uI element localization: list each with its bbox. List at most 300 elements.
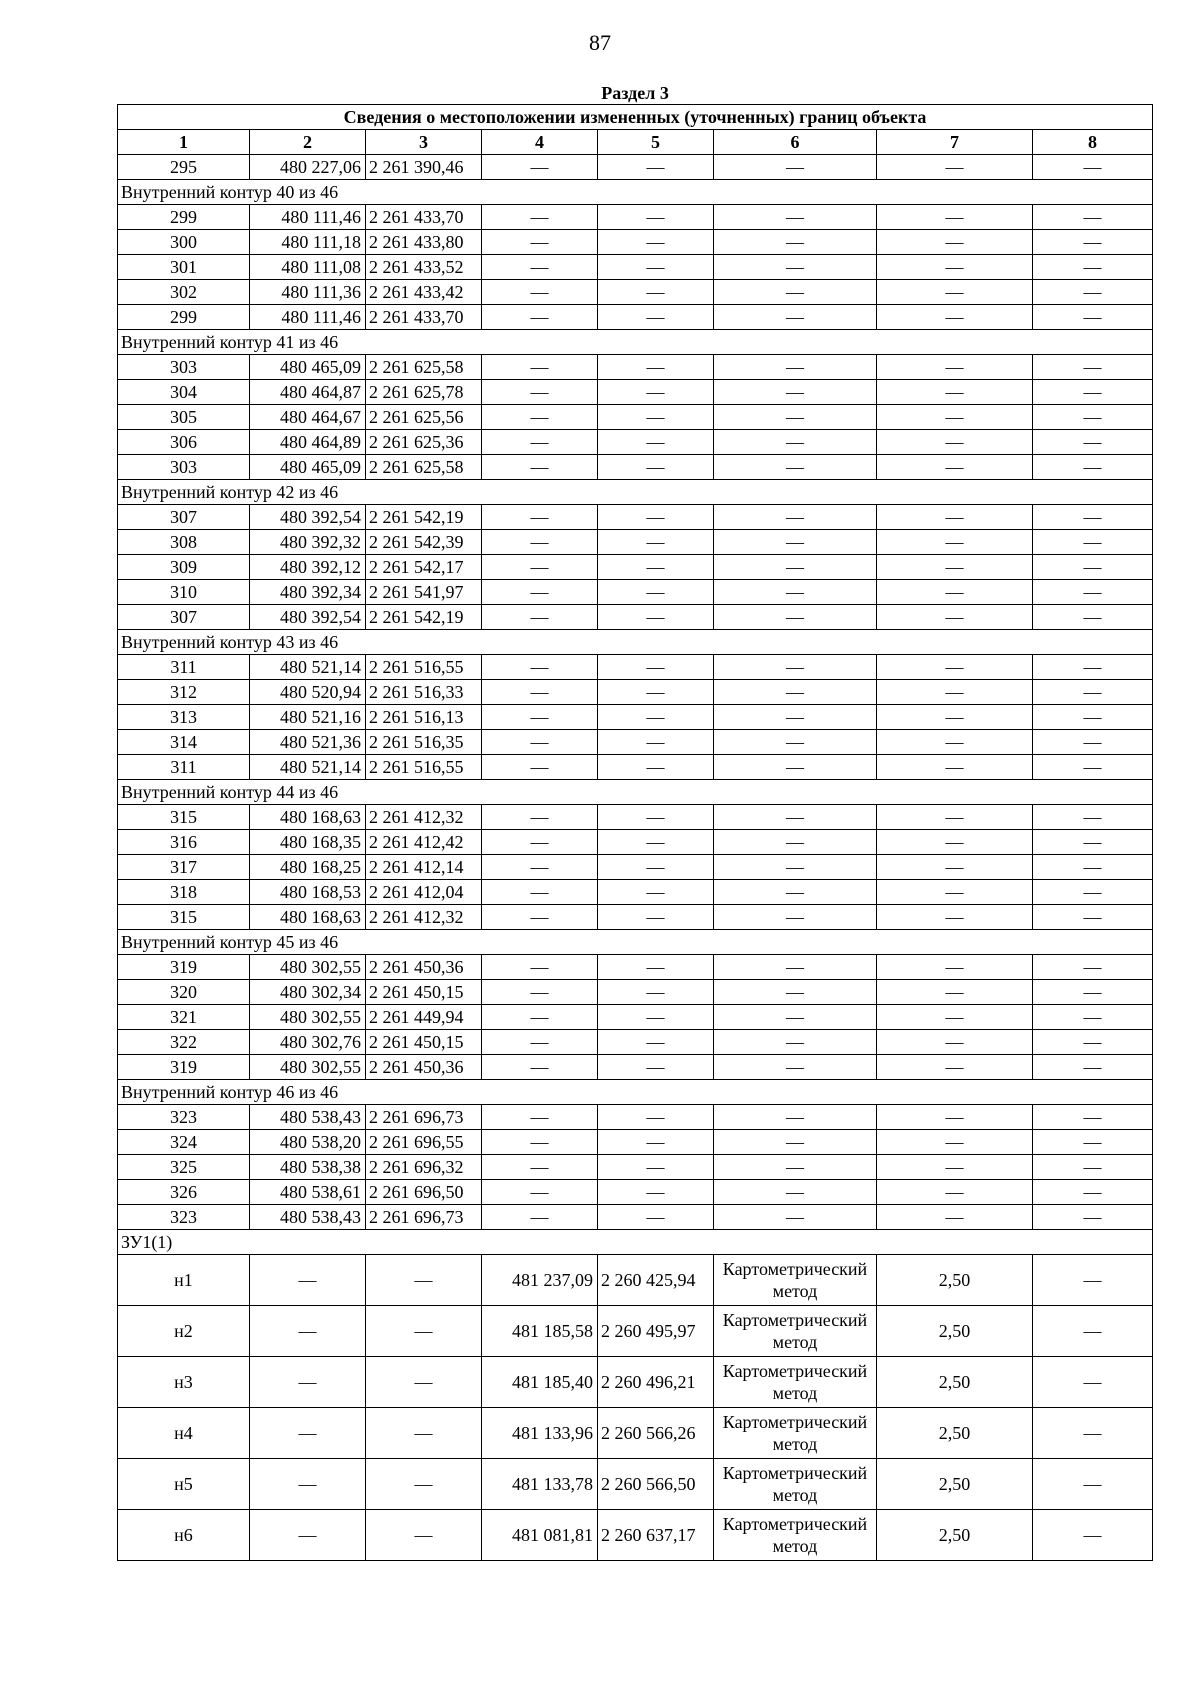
empty-dash: — (598, 205, 714, 230)
table-row (118, 455, 1153, 480)
empty-dash: — (598, 430, 714, 455)
empty-dash: — (1033, 1180, 1153, 1205)
coordinate-x: 480 538,20 (250, 1130, 366, 1155)
coordinate-y: 2 261 450,15 (366, 980, 482, 1005)
coordinate-x: 480 392,12 (250, 555, 366, 580)
coordinate-y: 2 261 516,55 (366, 755, 482, 780)
contour-header-row (118, 1080, 1153, 1105)
table-row (118, 155, 1153, 180)
empty-dash: — (714, 255, 877, 280)
empty-dash: — (482, 155, 598, 180)
contour-header-row (118, 930, 1153, 955)
point-number: 319 (118, 1055, 250, 1080)
coordinate-x: 480 392,54 (250, 605, 366, 630)
empty-dash: — (598, 705, 714, 730)
table-row (118, 530, 1153, 555)
coordinate-y: 2 261 516,35 (366, 730, 482, 755)
new-coordinate-x: 481 237,09 (482, 1255, 598, 1306)
new-coordinate-x: 481 185,40 (482, 1357, 598, 1408)
new-coordinate-x: 481 185,58 (482, 1306, 598, 1357)
table-row (118, 680, 1153, 705)
empty-dash: — (714, 530, 877, 555)
empty-dash: — (1033, 1205, 1153, 1230)
point-number: н4 (118, 1408, 250, 1459)
coordinate-y: 2 261 696,73 (366, 1105, 482, 1130)
empty-dash: — (877, 830, 1033, 855)
determination-method: Картометрический метод (714, 1510, 877, 1561)
empty-dash: — (1033, 680, 1153, 705)
empty-dash: — (482, 1105, 598, 1130)
coordinate-y: 2 261 625,56 (366, 405, 482, 430)
table-row (118, 1130, 1153, 1155)
coordinate-x: 480 168,63 (250, 905, 366, 930)
table-row (118, 580, 1153, 605)
empty-dash: — (482, 530, 598, 555)
point-number: 323 (118, 1105, 250, 1130)
empty-dash: — (877, 505, 1033, 530)
point-number: 310 (118, 580, 250, 605)
empty-dash: — (598, 380, 714, 405)
point-number: 322 (118, 1030, 250, 1055)
empty-dash: — (1033, 1130, 1153, 1155)
accuracy-value: 2,50 (877, 1459, 1033, 1510)
coordinate-y: 2 261 433,80 (366, 230, 482, 255)
empty-dash: — (877, 380, 1033, 405)
empty-dash: — (250, 1408, 366, 1459)
empty-dash: — (482, 555, 598, 580)
table-title-row (118, 105, 1153, 130)
coordinate-y: 2 261 433,70 (366, 205, 482, 230)
point-number: 315 (118, 905, 250, 930)
empty-dash: — (714, 455, 877, 480)
empty-dash: — (877, 530, 1033, 555)
empty-dash: — (1033, 1030, 1153, 1055)
column-number: 1 (118, 130, 250, 155)
coordinate-y: 2 261 412,32 (366, 805, 482, 830)
point-number: 307 (118, 605, 250, 630)
table-row (118, 305, 1153, 330)
empty-dash: — (482, 1180, 598, 1205)
contour-label: Внутренний контур 44 из 46 (118, 780, 1153, 805)
empty-dash: — (598, 1005, 714, 1030)
point-number: 299 (118, 305, 250, 330)
empty-dash: — (877, 1005, 1033, 1030)
coordinate-y: 2 261 542,17 (366, 555, 482, 580)
coordinate-y: 2 261 450,36 (366, 955, 482, 980)
empty-dash: — (714, 505, 877, 530)
table-row (118, 955, 1153, 980)
new-coordinate-y: 2 260 566,26 (598, 1408, 714, 1459)
coordinate-y: 2 261 516,13 (366, 705, 482, 730)
empty-dash: — (877, 155, 1033, 180)
empty-dash: — (1033, 530, 1153, 555)
empty-dash: — (877, 1205, 1033, 1230)
coordinate-x: 480 168,35 (250, 830, 366, 855)
empty-dash: — (482, 680, 598, 705)
empty-dash: — (1033, 605, 1153, 630)
coordinate-x: 480 521,36 (250, 730, 366, 755)
coordinate-x: 480 302,34 (250, 980, 366, 1005)
empty-dash: — (1033, 580, 1153, 605)
empty-dash: — (877, 905, 1033, 930)
empty-dash: — (714, 230, 877, 255)
coordinate-y: 2 261 625,78 (366, 380, 482, 405)
empty-dash: — (482, 855, 598, 880)
empty-dash: — (482, 755, 598, 780)
empty-dash: — (714, 680, 877, 705)
new-coordinate-y: 2 260 637,17 (598, 1510, 714, 1561)
table-row (118, 880, 1153, 905)
table-row (118, 1055, 1153, 1080)
coordinate-x: 480 538,43 (250, 1205, 366, 1230)
point-number: 299 (118, 205, 250, 230)
empty-dash: — (482, 955, 598, 980)
empty-dash: — (482, 580, 598, 605)
point-number: 314 (118, 730, 250, 755)
empty-dash: — (714, 1180, 877, 1205)
coordinate-x: 480 521,14 (250, 655, 366, 680)
coordinate-x: 480 465,09 (250, 455, 366, 480)
empty-dash: — (877, 305, 1033, 330)
empty-dash: — (482, 880, 598, 905)
empty-dash: — (250, 1510, 366, 1561)
coordinate-x: 480 392,54 (250, 505, 366, 530)
coordinate-x: 480 302,55 (250, 1005, 366, 1030)
contour-label: Внутренний контур 41 из 46 (118, 330, 1153, 355)
coordinate-y: 2 261 696,32 (366, 1155, 482, 1180)
empty-dash: — (877, 355, 1033, 380)
empty-dash: — (482, 1205, 598, 1230)
empty-dash: — (877, 1155, 1033, 1180)
empty-dash: — (714, 730, 877, 755)
determination-method: Картометрический метод (714, 1255, 877, 1306)
empty-dash: — (877, 605, 1033, 630)
empty-dash: — (1033, 505, 1153, 530)
empty-dash: — (598, 1105, 714, 1130)
empty-dash: — (714, 1055, 877, 1080)
new-coordinate-y: 2 260 566,50 (598, 1459, 714, 1510)
empty-dash: — (714, 430, 877, 455)
determination-method: Картометрический метод (714, 1306, 877, 1357)
empty-dash: — (250, 1306, 366, 1357)
table-row (118, 1510, 1153, 1561)
empty-dash: — (877, 655, 1033, 680)
contour-label: Внутренний контур 42 из 46 (118, 480, 1153, 505)
new-coordinate-y: 2 260 495,97 (598, 1306, 714, 1357)
accuracy-value: 2,50 (877, 1255, 1033, 1306)
coordinate-y: 2 261 696,55 (366, 1130, 482, 1155)
empty-dash: — (366, 1510, 482, 1561)
empty-dash: — (714, 880, 877, 905)
point-number: 295 (118, 155, 250, 180)
coordinate-x: 480 111,46 (250, 205, 366, 230)
boundary-table (117, 82, 1153, 1561)
empty-dash: — (1033, 1306, 1153, 1357)
point-number: 316 (118, 830, 250, 855)
empty-dash: — (1033, 355, 1153, 380)
empty-dash: — (1033, 1510, 1153, 1561)
empty-dash: — (877, 955, 1033, 980)
point-number: 301 (118, 255, 250, 280)
coordinate-y: 2 261 412,32 (366, 905, 482, 930)
empty-dash: — (598, 880, 714, 905)
empty-dash: — (482, 455, 598, 480)
coordinate-x: 480 520,94 (250, 680, 366, 705)
coordinate-y: 2 261 516,55 (366, 655, 482, 680)
section-title-row (118, 82, 1153, 105)
point-number: 319 (118, 955, 250, 980)
empty-dash: — (714, 705, 877, 730)
point-number: 307 (118, 505, 250, 530)
new-coordinate-y: 2 260 425,94 (598, 1255, 714, 1306)
empty-dash: — (250, 1459, 366, 1510)
empty-dash: — (482, 430, 598, 455)
coordinate-y: 2 261 625,58 (366, 455, 482, 480)
empty-dash: — (482, 980, 598, 1005)
empty-dash: — (598, 980, 714, 1005)
empty-dash: — (877, 280, 1033, 305)
coordinate-y: 2 261 542,39 (366, 530, 482, 555)
empty-dash: — (1033, 730, 1153, 755)
table-row (118, 805, 1153, 830)
empty-dash: — (1033, 230, 1153, 255)
empty-dash: — (714, 305, 877, 330)
empty-dash: — (598, 1180, 714, 1205)
empty-dash: — (366, 1357, 482, 1408)
point-number: 304 (118, 380, 250, 405)
point-number: н2 (118, 1306, 250, 1357)
table-row (118, 1357, 1153, 1408)
empty-dash: — (877, 1130, 1033, 1155)
empty-dash: — (598, 1030, 714, 1055)
coordinate-y: 2 261 433,42 (366, 280, 482, 305)
empty-dash: — (598, 305, 714, 330)
coordinate-y: 2 261 449,94 (366, 1005, 482, 1030)
empty-dash: — (482, 405, 598, 430)
table-row (118, 1155, 1153, 1180)
coordinate-x: 480 538,43 (250, 1105, 366, 1130)
empty-dash: — (714, 1105, 877, 1130)
empty-dash: — (598, 955, 714, 980)
empty-dash: — (366, 1408, 482, 1459)
accuracy-value: 2,50 (877, 1357, 1033, 1408)
point-number: 317 (118, 855, 250, 880)
contour-header-row (118, 180, 1153, 205)
table-row (118, 1459, 1153, 1510)
empty-dash: — (1033, 805, 1153, 830)
coordinate-y: 2 261 542,19 (366, 505, 482, 530)
coordinate-x: 480 302,76 (250, 1030, 366, 1055)
table-row (118, 705, 1153, 730)
empty-dash: — (714, 605, 877, 630)
determination-method: Картометрический метод (714, 1357, 877, 1408)
empty-dash: — (482, 1130, 598, 1155)
empty-dash: — (598, 280, 714, 305)
empty-dash: — (877, 980, 1033, 1005)
table-row (118, 980, 1153, 1005)
empty-dash: — (714, 280, 877, 305)
empty-dash: — (482, 380, 598, 405)
empty-dash: — (877, 1105, 1033, 1130)
empty-dash: — (877, 230, 1033, 255)
coordinate-x: 480 302,55 (250, 955, 366, 980)
empty-dash: — (714, 955, 877, 980)
empty-dash: — (1033, 205, 1153, 230)
coordinate-x: 480 111,18 (250, 230, 366, 255)
empty-dash: — (877, 455, 1033, 480)
table-row (118, 855, 1153, 880)
coordinate-x: 480 111,46 (250, 305, 366, 330)
coordinate-x: 480 392,32 (250, 530, 366, 555)
coordinate-x: 480 168,53 (250, 880, 366, 905)
coordinate-y: 2 261 412,14 (366, 855, 482, 880)
coordinate-y: 2 261 450,36 (366, 1055, 482, 1080)
table-row (118, 230, 1153, 255)
empty-dash: — (1033, 655, 1153, 680)
empty-dash: — (877, 755, 1033, 780)
column-number-row (118, 130, 1153, 155)
table-row (118, 655, 1153, 680)
empty-dash: — (877, 805, 1033, 830)
coordinate-y: 2 261 625,58 (366, 355, 482, 380)
empty-dash: — (1033, 705, 1153, 730)
empty-dash: — (598, 580, 714, 605)
empty-dash: — (482, 705, 598, 730)
empty-dash: — (598, 1055, 714, 1080)
empty-dash: — (714, 855, 877, 880)
table-row (118, 1255, 1153, 1306)
empty-dash: — (482, 730, 598, 755)
column-number: 3 (366, 130, 482, 155)
point-number: н6 (118, 1510, 250, 1561)
table-row (118, 605, 1153, 630)
empty-dash: — (1033, 280, 1153, 305)
table-row (118, 555, 1153, 580)
empty-dash: — (877, 205, 1033, 230)
empty-dash: — (482, 830, 598, 855)
point-number: н5 (118, 1459, 250, 1510)
table-row (118, 730, 1153, 755)
empty-dash: — (1033, 255, 1153, 280)
new-coordinate-y: 2 260 496,21 (598, 1357, 714, 1408)
contour-header-row (118, 780, 1153, 805)
coordinate-x: 480 521,14 (250, 755, 366, 780)
point-number: 313 (118, 705, 250, 730)
coordinate-y: 2 261 433,52 (366, 255, 482, 280)
parcel-label: ЗУ1(1) (118, 1230, 1153, 1255)
empty-dash: — (598, 1130, 714, 1155)
coordinate-y: 2 261 696,73 (366, 1205, 482, 1230)
accuracy-value: 2,50 (877, 1408, 1033, 1459)
empty-dash: — (1033, 305, 1153, 330)
empty-dash: — (482, 205, 598, 230)
table-row (118, 1105, 1153, 1130)
empty-dash: — (877, 1030, 1033, 1055)
point-number: 303 (118, 355, 250, 380)
table-title: Сведения о местоположении измененных (уточненных) границ объекта (118, 105, 1153, 130)
empty-dash: — (714, 905, 877, 930)
empty-dash: — (1033, 980, 1153, 1005)
empty-dash: — (598, 680, 714, 705)
empty-dash: — (598, 1155, 714, 1180)
coordinate-y: 2 261 516,33 (366, 680, 482, 705)
empty-dash: — (714, 1030, 877, 1055)
empty-dash: — (482, 305, 598, 330)
coordinate-x: 480 465,09 (250, 355, 366, 380)
empty-dash: — (877, 730, 1033, 755)
empty-dash: — (598, 505, 714, 530)
empty-dash: — (250, 1357, 366, 1408)
empty-dash: — (714, 655, 877, 680)
empty-dash: — (714, 980, 877, 1005)
empty-dash: — (482, 805, 598, 830)
table-row (118, 205, 1153, 230)
empty-dash: — (482, 255, 598, 280)
accuracy-value: 2,50 (877, 1306, 1033, 1357)
coordinate-y: 2 261 412,04 (366, 880, 482, 905)
point-number: н1 (118, 1255, 250, 1306)
empty-dash: — (1033, 955, 1153, 980)
point-number: н3 (118, 1357, 250, 1408)
table-row (118, 405, 1153, 430)
empty-dash: — (877, 1055, 1033, 1080)
coordinate-y: 2 261 541,97 (366, 580, 482, 605)
table-row (118, 830, 1153, 855)
point-number: 305 (118, 405, 250, 430)
empty-dash: — (1033, 430, 1153, 455)
empty-dash: — (482, 280, 598, 305)
empty-dash: — (598, 855, 714, 880)
empty-dash: — (1033, 155, 1153, 180)
table-row (118, 355, 1153, 380)
empty-dash: — (366, 1306, 482, 1357)
empty-dash: — (1033, 755, 1153, 780)
empty-dash: — (714, 1205, 877, 1230)
empty-dash: — (1033, 380, 1153, 405)
empty-dash: — (877, 405, 1033, 430)
table-row (118, 505, 1153, 530)
empty-dash: — (877, 1180, 1033, 1205)
empty-dash: — (1033, 855, 1153, 880)
column-number: 7 (877, 130, 1033, 155)
empty-dash: — (1033, 1105, 1153, 1130)
empty-dash: — (877, 855, 1033, 880)
determination-method: Картометрический метод (714, 1459, 877, 1510)
contour-label: Внутренний контур 46 из 46 (118, 1080, 1153, 1105)
determination-method: Картометрический метод (714, 1408, 877, 1459)
coordinate-x: 480 464,67 (250, 405, 366, 430)
coordinate-y: 2 261 412,42 (366, 830, 482, 855)
empty-dash: — (1033, 1155, 1153, 1180)
empty-dash: — (598, 805, 714, 830)
coordinate-x: 480 168,63 (250, 805, 366, 830)
point-number: 325 (118, 1155, 250, 1180)
table-row (118, 380, 1153, 405)
table-row (118, 1408, 1153, 1459)
empty-dash: — (1033, 455, 1153, 480)
empty-dash: — (877, 255, 1033, 280)
table-row (118, 1005, 1153, 1030)
parcel-header-row (118, 1230, 1153, 1255)
coordinate-y: 2 261 450,15 (366, 1030, 482, 1055)
table-row (118, 1306, 1153, 1357)
point-number: 303 (118, 455, 250, 480)
column-number: 4 (482, 130, 598, 155)
empty-dash: — (714, 580, 877, 605)
table-body (118, 82, 1153, 1561)
empty-dash: — (482, 1030, 598, 1055)
coordinate-x: 480 227,06 (250, 155, 366, 180)
